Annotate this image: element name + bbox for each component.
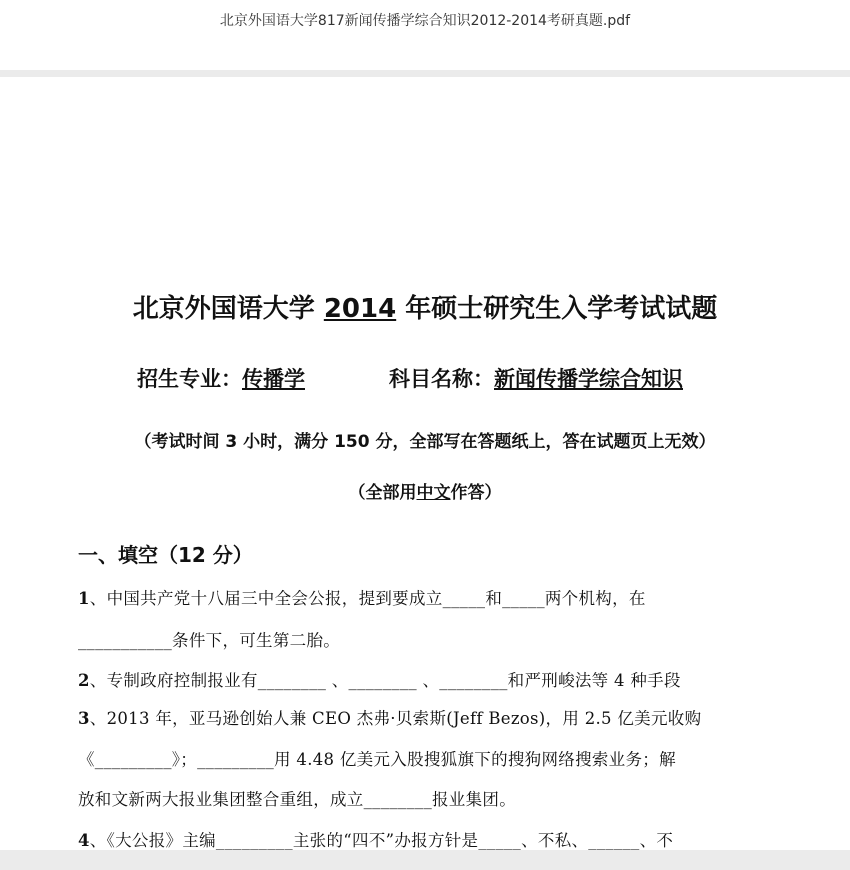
pdf-page (0, 77, 850, 850)
major-value: 传播学 (242, 367, 305, 391)
subject-line (389, 363, 683, 393)
language-note-emphasis: 中文 (416, 483, 451, 503)
question-1-line-2: ___________条件下，可生第二胎。 (78, 631, 341, 650)
question-text: 、中国共产党十八届三中全会公报，提到要成立_____和_____两个机构，在 (89, 589, 646, 608)
question-2-line-1 (78, 667, 788, 691)
exam-instructions: （考试时间 3 小时，满分 150 分，全部写在答题纸上，答在试题页上无效） (134, 432, 716, 452)
exam-title-suffix: 年硕士研究生入学考试试题 (405, 294, 718, 324)
question-text: 、《大公报》主编_________主张的“四不”办报方针是_____、不私、______、不 (89, 831, 674, 850)
question-text: 、专制政府控制报业有________ 、________ 、________和严刑峻法等 4 种手段 (89, 671, 681, 690)
question-3-line-3: 放和文新两大报业集团整合重组，成立________报业集团。 (78, 790, 516, 809)
page-bottom-separator (0, 850, 850, 870)
major-line (137, 363, 305, 393)
document-filename: 北京外国语大学817新闻传播学综合知识2012-2014考研真题.pdf (219, 13, 631, 29)
question-4-line-1 (78, 827, 788, 850)
document-title-bar (0, 0, 850, 70)
question-number: 4 (78, 831, 90, 850)
language-note-suffix: 作答） (450, 483, 502, 503)
toolbar-separator (0, 70, 850, 77)
section-heading: 一、填空（12 分） (78, 543, 253, 567)
exam-title (0, 288, 850, 325)
subject-value: 新闻传播学综合知识 (494, 367, 683, 391)
language-note-prefix: （全部用 (348, 483, 417, 503)
question-3-line-2: 《_________》；_________用 4.48 亿美元入股搜狐旗下的搜狗网络搜索业务；解 (78, 750, 676, 769)
question-number: 1 (78, 589, 90, 608)
major-label: 招生专业： (137, 367, 242, 391)
exam-title-prefix: 北京外国语大学 (132, 294, 315, 324)
language-instructions (0, 478, 850, 503)
question-1-line-1 (78, 585, 788, 609)
exam-title-year: 2014 (323, 294, 397, 324)
question-number: 3 (78, 709, 90, 728)
subject-label: 科目名称： (389, 367, 494, 391)
question-text: 、2013 年，亚马逊创始人兼 CEO 杰弗·贝索斯(Jeff Bezos)，用 2.5 亿美元收购 (89, 709, 702, 728)
question-number: 2 (78, 671, 90, 690)
question-3-line-1 (78, 705, 788, 729)
